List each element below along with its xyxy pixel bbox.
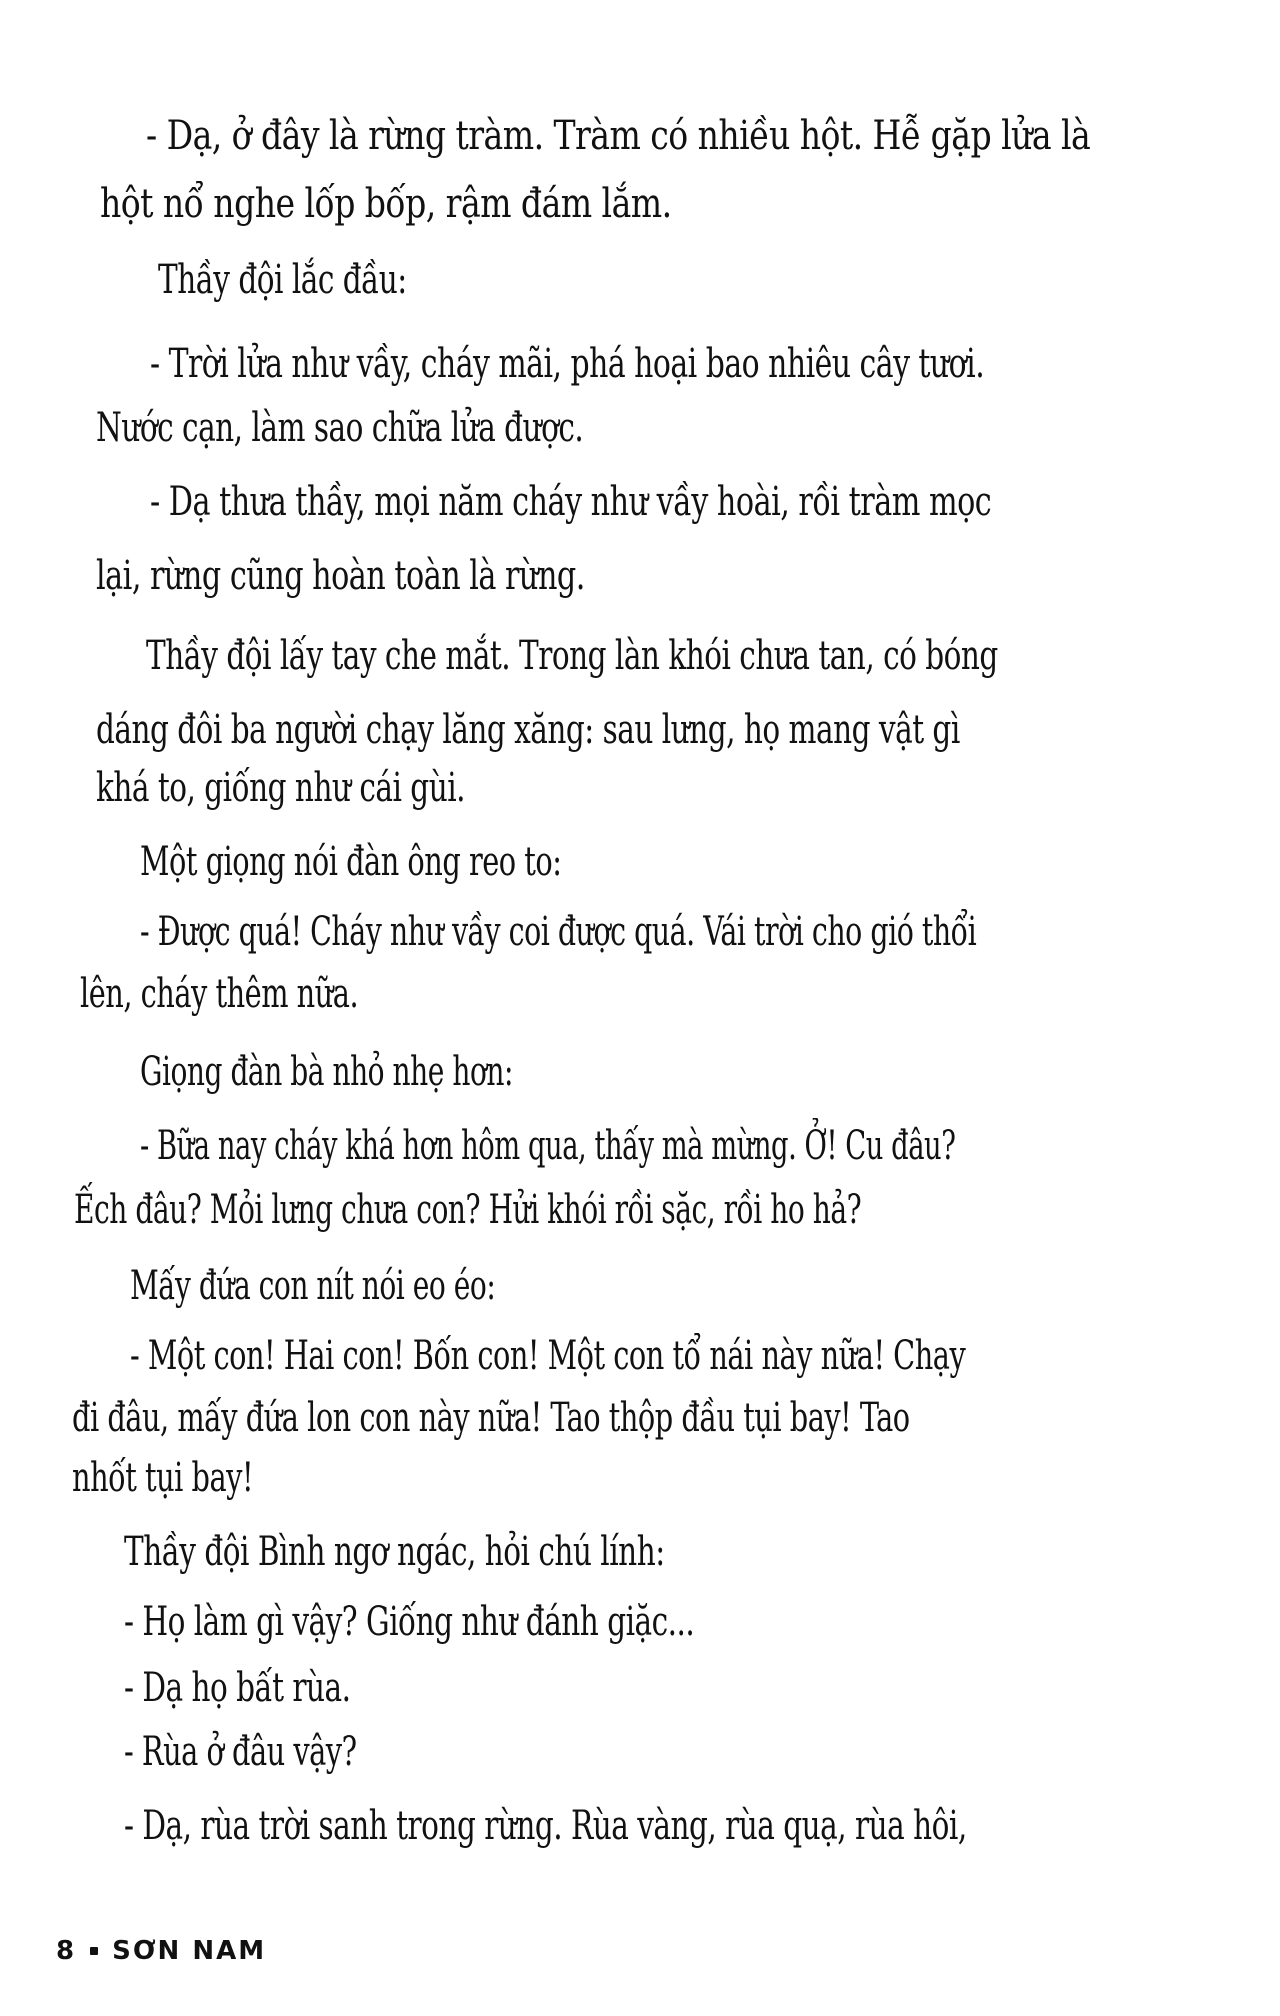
text-line: Ếch đâu? Mỏi lưng chưa con? Hửi khói rồi sặc, rồi ho hả?: [74, 1187, 862, 1233]
text-line: Giọng đàn bà nhỏ nhẹ hơn:: [140, 1049, 514, 1095]
text-line: - Trời lửa như vầy, cháy mãi, phá hoại bao nhiêu cây tươi.: [150, 341, 985, 387]
text-line: Nước cạn, làm sao chữa lửa được.: [96, 405, 584, 451]
page-number: 8: [56, 1936, 77, 1966]
author-name: SƠN NAM: [112, 1936, 267, 1966]
text-line: đi đâu, mấy đứa lon con này nữa! Tao thộp đầu tụi bay! Tao: [72, 1395, 910, 1441]
text-line: - Dạ họ bất rùa.: [124, 1665, 351, 1711]
text-line: - Dạ, ở đây là rừng tràm. Tràm có nhiều hột. Hễ gặp lửa là: [146, 113, 1091, 159]
text-line: - Được quá! Cháy như vầy coi được quá. Vái trời cho gió thổi: [140, 909, 977, 955]
bullet-separator-icon: [90, 1947, 98, 1955]
text-line: hột nổ nghe lốp bốp, rậm đám lắm.: [100, 181, 672, 227]
text-line: - Họ làm gì vậy? Giống như đánh giặc...: [124, 1599, 695, 1645]
text-line: - Bữa nay cháy khá hơn hôm qua, thấy mà mừng. Ở! Cu đâu?: [140, 1123, 956, 1169]
text-line: lại, rừng cũng hoàn toàn là rừng.: [96, 553, 585, 599]
text-line: nhốt tụi bay!: [72, 1455, 254, 1501]
text-line: - Một con! Hai con! Bốn con! Một con tổ nái này nữa! Chạy: [130, 1333, 966, 1379]
text-line: - Rùa ở đâu vậy?: [124, 1729, 357, 1775]
text-line: Thầy đội Bình ngơ ngác, hỏi chú lính:: [124, 1529, 665, 1575]
text-line: Thầy đội lắc đầu:: [158, 257, 407, 303]
text-line: lên, cháy thêm nữa.: [80, 971, 359, 1017]
text-line: Mấy đứa con nít nói eo éo:: [130, 1263, 496, 1309]
page-footer: [56, 1936, 266, 1966]
text-line: - Dạ, rùa trời sanh trong rừng. Rùa vàng, rùa quạ, rùa hôi,: [124, 1803, 967, 1849]
text-line: Thầy đội lấy tay che mắt. Trong làn khói chưa tan, có bóng: [146, 633, 998, 679]
text-line: - Dạ thưa thầy, mọi năm cháy như vầy hoài, rồi tràm mọc: [150, 479, 992, 525]
text-line: Một giọng nói đàn ông reo to:: [140, 839, 562, 885]
text-line: khá to, giống như cái gùi.: [96, 765, 466, 811]
text-line: dáng đôi ba người chạy lăng xăng: sau lưng, họ mang vật gì: [96, 707, 960, 753]
